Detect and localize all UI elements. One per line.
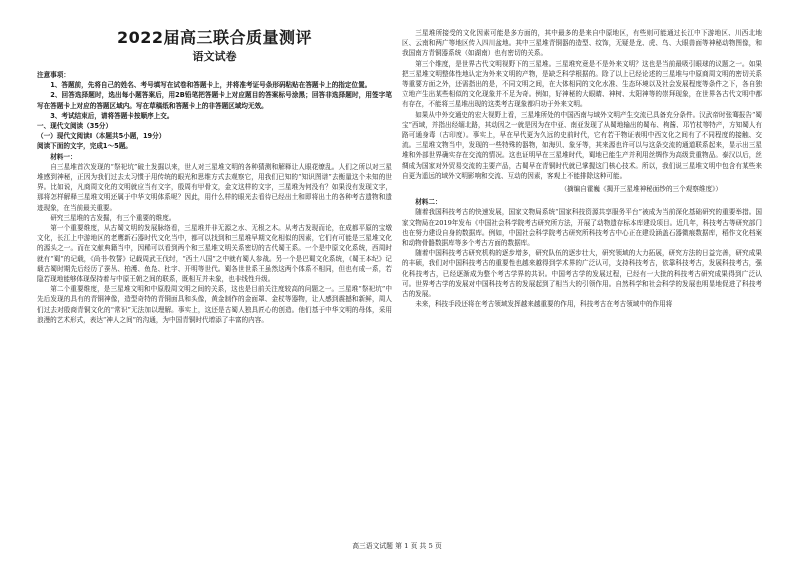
source-citation: （摘编自霍巍《揭开三星堆神秘面纱的三个观察维度》） <box>560 185 722 194</box>
note-2: 2、回答选择题时，选出每小题答案后，用2B铅笔把答题卡上对应题目的答案标号涂黑；回答非选择题时，用签字笔写在答题卡上对应的答题区域内。写在草稿纸和答题卡上的非答题区域均无效。 <box>37 91 392 110</box>
left-paragraph: 第二个重要维度，是三星堆文明和中原殷周文明之间的关系，这也是目前关注度较高的问题之一。三星堆“祭祀坑”中先后发现的具有的青铜神像，造型奇特的青铜面具和头像，黄金制作的金面罩、金杖等器物，让人感到震撼和新鲜，周人们过去对殷商青铜文化的“常识”无法加以理解。事实上，这还是古蜀人独具匠心的创造。他们基于中华文明的母体，采用浪漫的艺术形式，表达“神人之间”的沟通，为中国青铜时代增添了丰富的内容。 <box>37 285 392 324</box>
section-one-heading: 一、现代文阅读（35分） <box>37 122 113 131</box>
note-1: 1、答题前，先将自己的姓名、考号填写在试卷和答题卡上，并将准考证号条形码粘贴在答题卡上的指定位置。 <box>50 81 372 90</box>
left-paragraph: 第一个重要维度，从古蜀文明的发展脉络看，三星堆并非无源之水、无根之木。从考古发现而论，在成都平原的宝墩文化，长江上中游地区的老鹰新石器时代文化当中，都可以找到和三星堆早期文化相似的因素，它们有可能是三星堆文化的源头之一。而在文献典籍当中，因稀可以看到两个和三星堆文明关系密切的古代蜀王系。一个是中原文化系统，西周时就有“蜀”的记载，《尚书·牧誓》记载周武王伐纣，“西土八国”之中就有蜀人参战。另一个是巴蜀文化系统，《蜀王本纪》记载古蜀时期先后经历了蚕丛、柏濩、鱼凫、杜宇、开明等世代。蜀各世世系王虽然这两个体系不相同，但也有成一系，若隐若现地能够体现保持着与中原王朝之间的联系，既相互并未象，也非线性升级。 <box>37 224 392 284</box>
material-2-paragraph: 随着我国科技考古的快速发展，国家文物局系统“国家科技资源共享服务平台”被成为当前深化基础研究的重要举措。国家文物局在2019年发布《中国社会科学院考古研究所方法，开展了动物遗存标本库建设项目。近几年，科技考古等研究部门也在努力建设自身的数据库。例如，中国社会科学院考古研究所科技考古中心正在建设涵盖石器微痕数据库，稻作文化档案和动物骨骼数据库等多个考古方面的数据库。 <box>402 208 762 248</box>
material-2-paragraph: 随着中国科技考古研究机构的逐步增多，研究队伍的逐步壮大，研究领域的大力拓展，研究方法的日益完善，研究成果的丰硕，我们对中国科技考古的重要性也越来越得到学术界的广泛认可，支持科技考古，依靠科技考古，发展科技考古，强化科技考古，已经逐渐成为整个考古学界的共识。中国考古学的发展过程，已经有一大批的科技考古研究成果得到广泛认可。世界考古学的发展对中国科技考古的发展起到了相当大的引领作用。自然科学和社会科学的发展也明显地促进了科技考古的发展。 <box>402 249 762 299</box>
right-paragraph: 三星堆所接受的文化因素可能是多方面的，其中最多的是来自中原地区，有些则可能通过长江中下游地区、川西北地区、云南和两广等地区传入四川盆地。其中三星堆青铜器的造型、纹饰，无疑是龙、虎、鸟、大眼兽面等神秘动物图像，和我国南方青铜器系统（如湖南）也有密切的关系。 <box>402 29 762 58</box>
paper-name: 语文试卷 <box>192 50 237 63</box>
material-2-paragraph: 未来，科技手段还将在考古领域发挥越来越重要的作用，科技考古在考古领域中的作用将 <box>415 300 673 309</box>
material-2-label: 材料二： <box>415 198 442 207</box>
notes-heading: 注意事项： <box>37 71 70 79</box>
page-footer: 高三语文试题 第 1 页 共 5 页 <box>352 542 442 550</box>
reading-instruction: 阅读下面的文字，完成1～5题。 <box>37 142 132 151</box>
left-paragraph: 研究三星堆的古发掘，有三个重要的维度。 <box>50 213 176 222</box>
exam-title: 2022届高三联合质量测评 <box>116 28 313 47</box>
section-one-subheading: （一）现代文阅读Ⅰ（本题共5小题，19分） <box>37 132 166 141</box>
right-column <box>402 28 762 309</box>
note-3: 3、考试结束后，请将答题卡按顺序上交。 <box>50 111 174 120</box>
left-paragraph: 自三星堆首次发现的“祭祀坑”破土发掘以来，世人对三星堆文明的各种猜测和解释让人眼花缭乱。人们之所以对三星堆感到神秘，正因为我们过去太习惯于用传统的眼光和思维方式去观察它，用我们已知的“知识图谱”去衡量这个未知的世界。比如说，凡商周文化的文明就应当有文字，殷周有甲骨文，金文这样的文字，三星堆为何没有？如果没有发现文字，那将怎样解释三星堆文明还属于中华文明体系呢？因此，用什么样的眼光去看待已经出土和即将出土的各种考古遗物和遗迹现象，在当前最关重要。 <box>37 162 392 212</box>
right-paragraph: 第三个维度，是世界古代文明视野下的三星堆。三星堆究竟是不是外来文明？这也是当前最吸引眼球的议题之一。如果把三星堆文明整体性地认定为外来文明的产物，是缺乏科学根据的。除了以上已经论述的三星堆与中原商周文明的密切关系等重要方面之外，还需指出的是，不同文明之间，在大体相同的文化水准、生态环境以及社会发展程度等条件之下，各自独立地产生出某些相似的文化现象并不足为奇。例如，好神秘的大眼睛、神树、太阳神等的崇拜现象，在世界各古代文明中都有存在，不能将三星堆出现的这类考古现象都归功于外来文明。 <box>402 59 762 109</box>
material-1-label: 材料一： <box>50 152 77 161</box>
right-paragraph: 如果从中外交通史的宏大视野上看，三星堆所处的中国西南与域外文明产生交流已具备充分条件。汉武帝时张骞报告“蜀宝”西域，并指出经缅北路，其动因之一就是因为在中亚、南亚发现了从蜀地输出的蜀布、枸酱、邛竹杖等特产，方知蜀人有路可通身毒（古印度）。事实上，早在早代更为久远的史前时代，它有若干物证表明中西文化之间有了不同程度的接触、交流。三星堆文物当中，发现的一些特殊的器物，如海贝、象牙等，其来源也许可以与这条交流的通道联系起来，显示出三星堆和外部世界确实存在交流的情况。这也证明早在三星堆时代，蜀地已能生产并利用丝绸作为高级贵重物品。泰汉以后，丝绸成为国家对外贸易交流的主要产品，古蜀早在青铜时代就已掌握这门核心技术。所以，我们说三星堆文明中包含有某些来自更为遥远的域外文明影响和交流、互动的因素，客观上不能排除这种可能。 <box>402 110 762 180</box>
left-column <box>37 28 392 325</box>
